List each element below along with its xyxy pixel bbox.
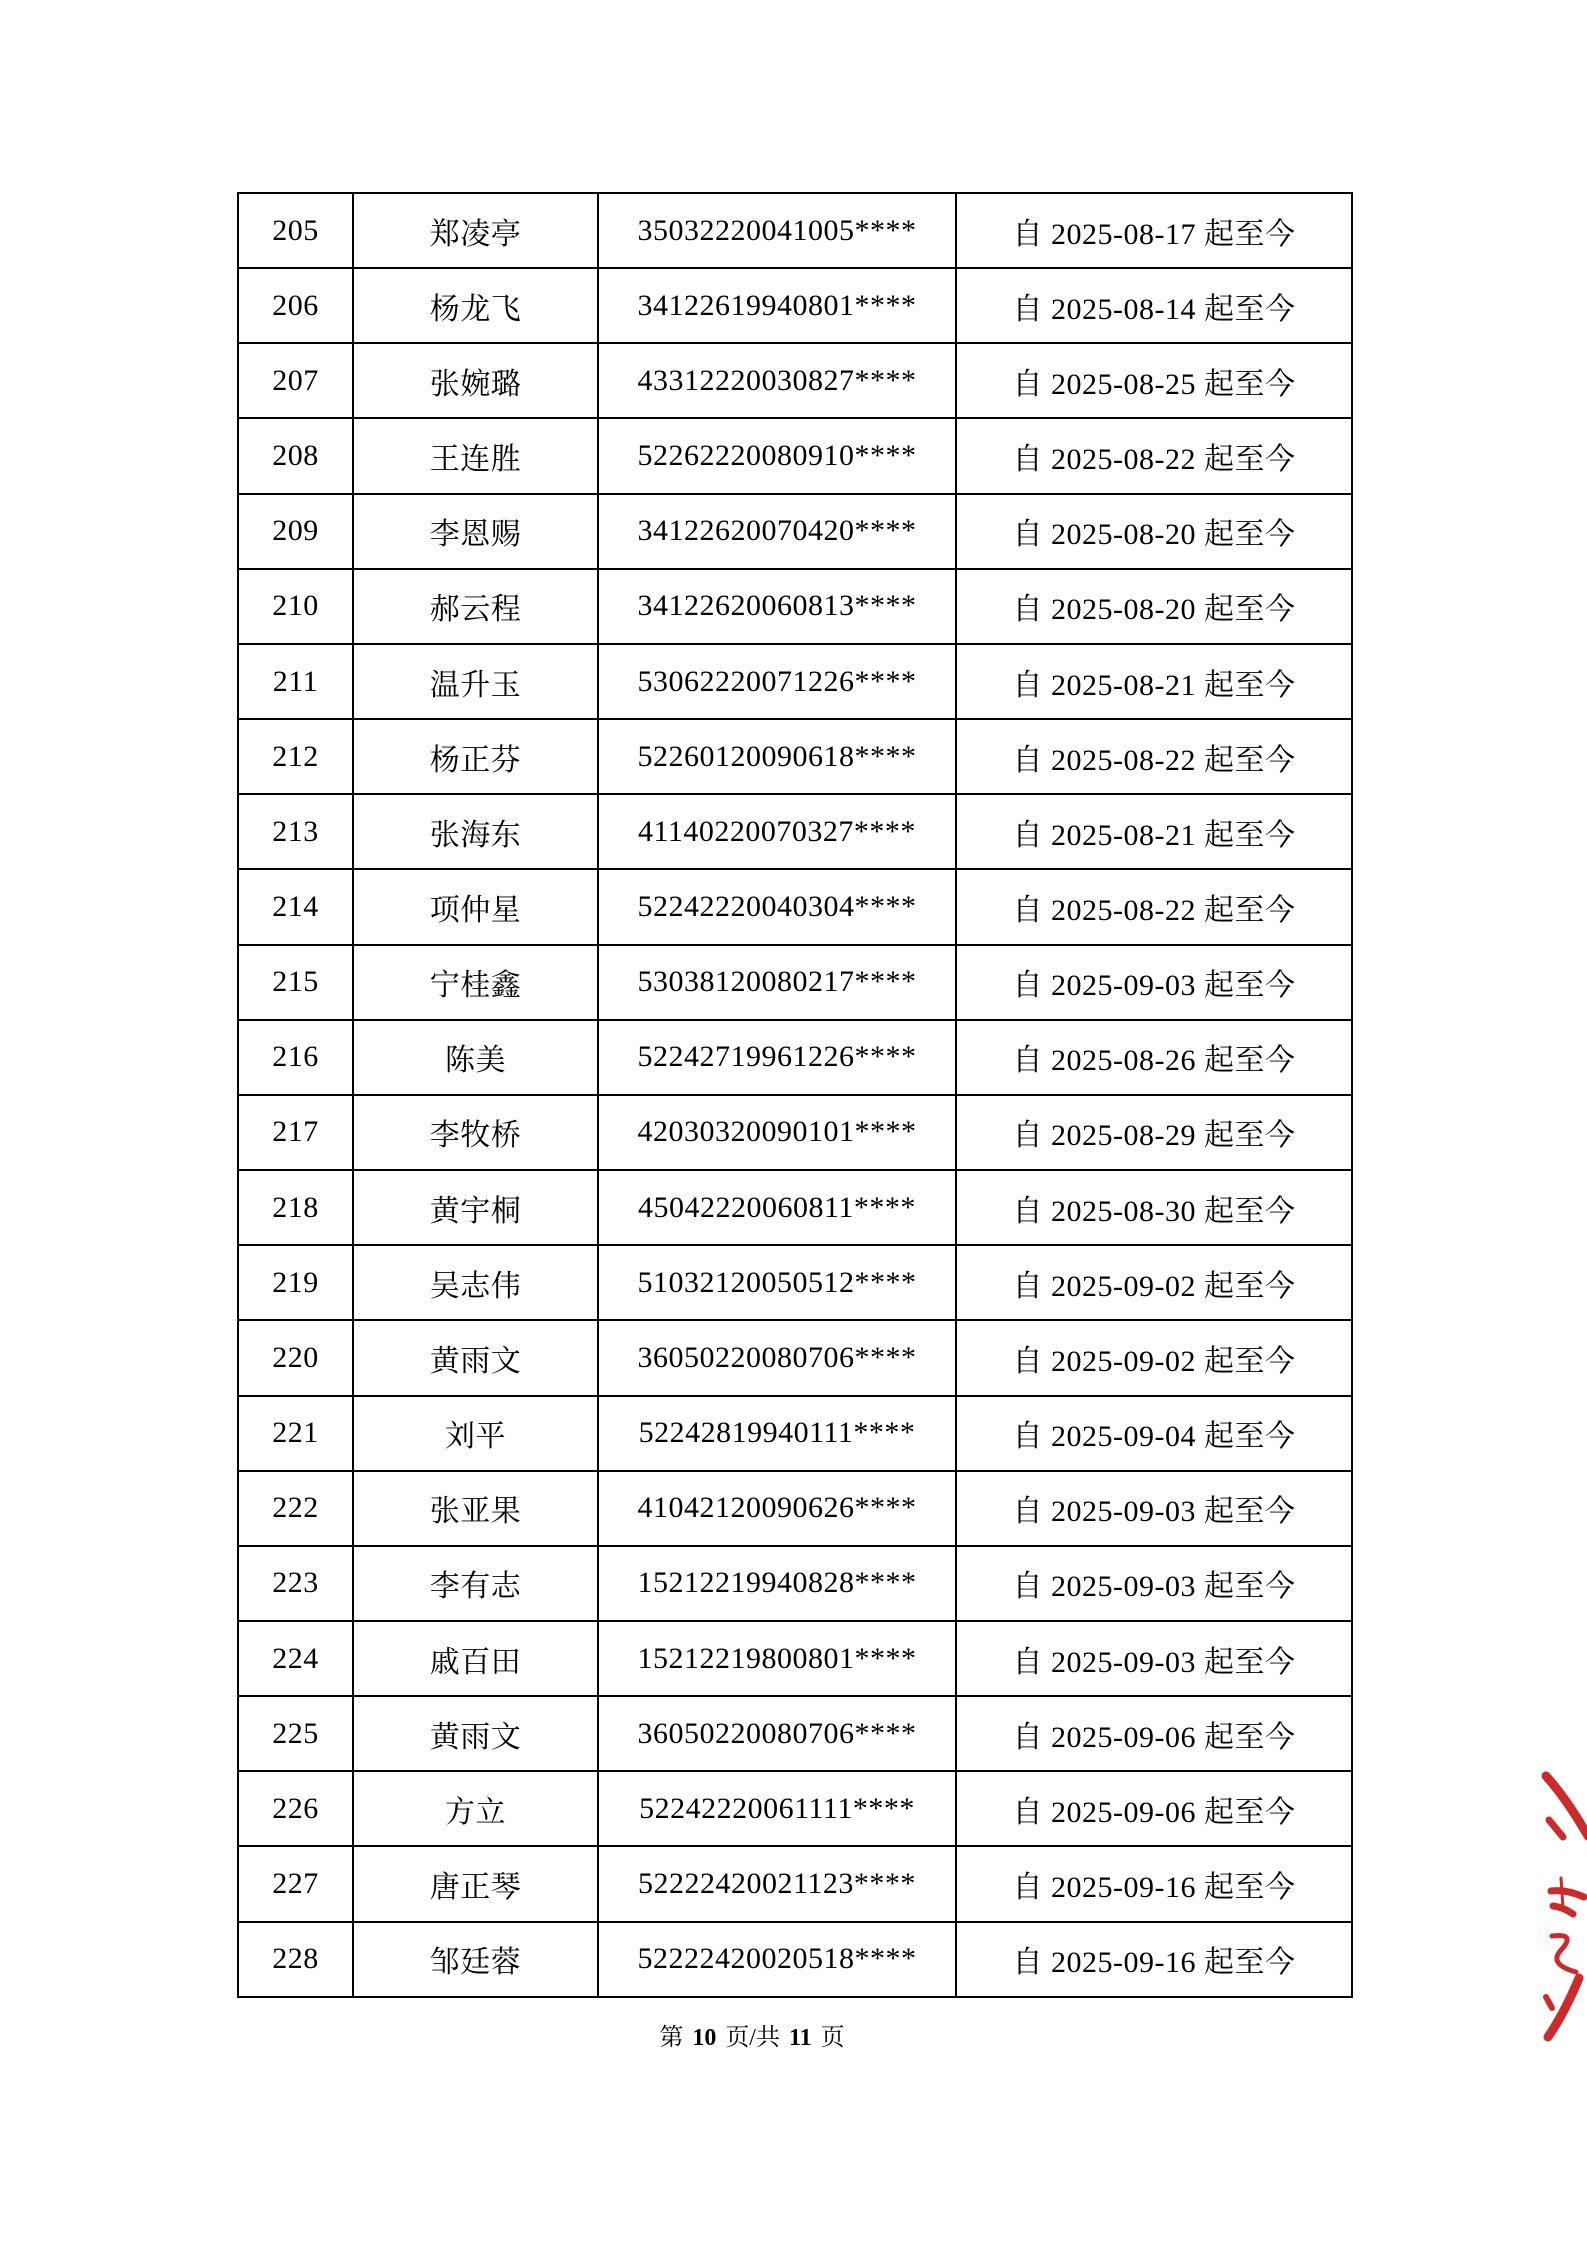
id-number-cell: 52262220080910**** [598, 418, 956, 493]
table-row [238, 644, 1352, 719]
table-row [238, 1546, 1352, 1621]
table-row [238, 1922, 1352, 1997]
table-row [238, 869, 1352, 944]
id-number-cell: 52242719961226**** [598, 1020, 956, 1095]
id-number-cell: 52222420021123**** [598, 1846, 956, 1921]
id-number-cell: 52242220061111**** [598, 1771, 956, 1846]
row-number-cell: 227 [238, 1846, 353, 1921]
roster-table [237, 192, 1353, 1998]
table-row [238, 1245, 1352, 1320]
page-footer [195, 2024, 1309, 2052]
table-row [238, 1621, 1352, 1696]
table-row [238, 794, 1352, 869]
name-cell: 刘平 [353, 1396, 598, 1471]
period-cell: 自 2025-08-21 起至今 [956, 644, 1352, 719]
period-cell: 自 2025-09-03 起至今 [956, 1471, 1352, 1546]
name-cell: 郝云程 [353, 569, 598, 644]
row-number-cell: 217 [238, 1095, 353, 1170]
table-row [238, 1095, 1352, 1170]
period-cell: 自 2025-09-06 起至今 [956, 1696, 1352, 1771]
row-number-cell: 220 [238, 1320, 353, 1395]
period-cell: 自 2025-08-22 起至今 [956, 719, 1352, 794]
period-cell: 自 2025-09-03 起至今 [956, 1621, 1352, 1696]
name-cell: 温升玉 [353, 644, 598, 719]
id-number-cell: 41042120090626**** [598, 1471, 956, 1546]
table-row [238, 1396, 1352, 1471]
table-row [238, 1771, 1352, 1846]
row-number-cell: 221 [238, 1396, 353, 1471]
name-cell: 黄雨文 [353, 1696, 598, 1771]
row-number-cell: 208 [238, 418, 353, 493]
period-cell: 自 2025-08-17 起至今 [956, 193, 1352, 268]
period-cell: 自 2025-08-20 起至今 [956, 569, 1352, 644]
name-cell: 吴志伟 [353, 1245, 598, 1320]
name-cell: 陈美 [353, 1020, 598, 1095]
row-number-cell: 214 [238, 869, 353, 944]
table-row [238, 268, 1352, 343]
table-row [238, 719, 1352, 794]
row-number-cell: 207 [238, 343, 353, 418]
period-cell: 自 2025-09-02 起至今 [956, 1245, 1352, 1320]
row-number-cell: 226 [238, 1771, 353, 1846]
id-number-cell: 34122619940801**** [598, 268, 956, 343]
name-cell: 张海东 [353, 794, 598, 869]
period-cell: 自 2025-08-20 起至今 [956, 494, 1352, 569]
table-row [238, 1846, 1352, 1921]
id-number-cell: 36050220080706**** [598, 1696, 956, 1771]
id-number-cell: 52222420020518**** [598, 1922, 956, 1997]
name-cell: 郑凌亭 [353, 193, 598, 268]
name-cell: 王连胜 [353, 418, 598, 493]
row-number-cell: 225 [238, 1696, 353, 1771]
row-number-cell: 210 [238, 569, 353, 644]
table-row [238, 1170, 1352, 1245]
name-cell: 宁桂鑫 [353, 945, 598, 1020]
name-cell: 唐正琴 [353, 1846, 598, 1921]
period-cell: 自 2025-08-21 起至今 [956, 794, 1352, 869]
footer-total-pages: 11 [788, 2025, 812, 2051]
id-number-cell: 53038120080217**** [598, 945, 956, 1020]
table-row [238, 569, 1352, 644]
table-row [238, 418, 1352, 493]
footer-separator: 页/共 [725, 2025, 780, 2051]
period-cell: 自 2025-09-04 起至今 [956, 1396, 1352, 1471]
footer-suffix: 页 [820, 2025, 845, 2051]
row-number-cell: 216 [238, 1020, 353, 1095]
row-number-cell: 205 [238, 193, 353, 268]
id-number-cell: 15212219940828**** [598, 1546, 956, 1621]
row-number-cell: 218 [238, 1170, 353, 1245]
table-row [238, 193, 1352, 268]
roster-table-body [238, 193, 1352, 1997]
name-cell: 邹廷蓉 [353, 1922, 598, 1997]
id-number-cell: 34122620070420**** [598, 494, 956, 569]
row-number-cell: 215 [238, 945, 353, 1020]
name-cell: 杨龙飞 [353, 268, 598, 343]
name-cell: 李牧桥 [353, 1095, 598, 1170]
name-cell: 张婉璐 [353, 343, 598, 418]
id-number-cell: 34122620060813**** [598, 569, 956, 644]
id-number-cell: 52260120090618**** [598, 719, 956, 794]
red-handwriting-mark [1500, 1750, 1587, 2060]
name-cell: 李恩赐 [353, 494, 598, 569]
period-cell: 自 2025-08-30 起至今 [956, 1170, 1352, 1245]
table-row [238, 343, 1352, 418]
id-number-cell: 41140220070327**** [598, 794, 956, 869]
id-number-cell: 35032220041005**** [598, 193, 956, 268]
name-cell: 李有志 [353, 1546, 598, 1621]
row-number-cell: 222 [238, 1471, 353, 1546]
period-cell: 自 2025-08-25 起至今 [956, 343, 1352, 418]
period-cell: 自 2025-08-14 起至今 [956, 268, 1352, 343]
row-number-cell: 206 [238, 268, 353, 343]
footer-prefix: 第 [659, 2025, 684, 2051]
period-cell: 自 2025-08-29 起至今 [956, 1095, 1352, 1170]
footer-current-page: 10 [692, 2025, 717, 2051]
id-number-cell: 15212219800801**** [598, 1621, 956, 1696]
id-number-cell: 36050220080706**** [598, 1320, 956, 1395]
table-row [238, 1020, 1352, 1095]
table-row [238, 1471, 1352, 1546]
name-cell: 方立 [353, 1771, 598, 1846]
row-number-cell: 212 [238, 719, 353, 794]
table-row [238, 1696, 1352, 1771]
row-number-cell: 213 [238, 794, 353, 869]
row-number-cell: 209 [238, 494, 353, 569]
name-cell: 黄雨文 [353, 1320, 598, 1395]
row-number-cell: 228 [238, 1922, 353, 1997]
row-number-cell: 223 [238, 1546, 353, 1621]
period-cell: 自 2025-09-06 起至今 [956, 1771, 1352, 1846]
name-cell: 张亚果 [353, 1471, 598, 1546]
table-row [238, 1320, 1352, 1395]
row-number-cell: 219 [238, 1245, 353, 1320]
period-cell: 自 2025-09-16 起至今 [956, 1922, 1352, 1997]
id-number-cell: 53062220071226**** [598, 644, 956, 719]
name-cell: 黄宇桐 [353, 1170, 598, 1245]
row-number-cell: 224 [238, 1621, 353, 1696]
period-cell: 自 2025-08-22 起至今 [956, 418, 1352, 493]
period-cell: 自 2025-09-03 起至今 [956, 945, 1352, 1020]
name-cell: 杨正芬 [353, 719, 598, 794]
period-cell: 自 2025-09-02 起至今 [956, 1320, 1352, 1395]
row-number-cell: 211 [238, 644, 353, 719]
period-cell: 自 2025-08-22 起至今 [956, 869, 1352, 944]
name-cell: 戚百田 [353, 1621, 598, 1696]
id-number-cell: 43312220030827**** [598, 343, 956, 418]
name-cell: 项仲星 [353, 869, 598, 944]
period-cell: 自 2025-08-26 起至今 [956, 1020, 1352, 1095]
id-number-cell: 52242220040304**** [598, 869, 956, 944]
id-number-cell: 42030320090101**** [598, 1095, 956, 1170]
table-row [238, 945, 1352, 1020]
period-cell: 自 2025-09-16 起至今 [956, 1846, 1352, 1921]
period-cell: 自 2025-09-03 起至今 [956, 1546, 1352, 1621]
table-row [238, 494, 1352, 569]
id-number-cell: 52242819940111**** [598, 1396, 956, 1471]
id-number-cell: 51032120050512**** [598, 1245, 956, 1320]
id-number-cell: 45042220060811**** [598, 1170, 956, 1245]
